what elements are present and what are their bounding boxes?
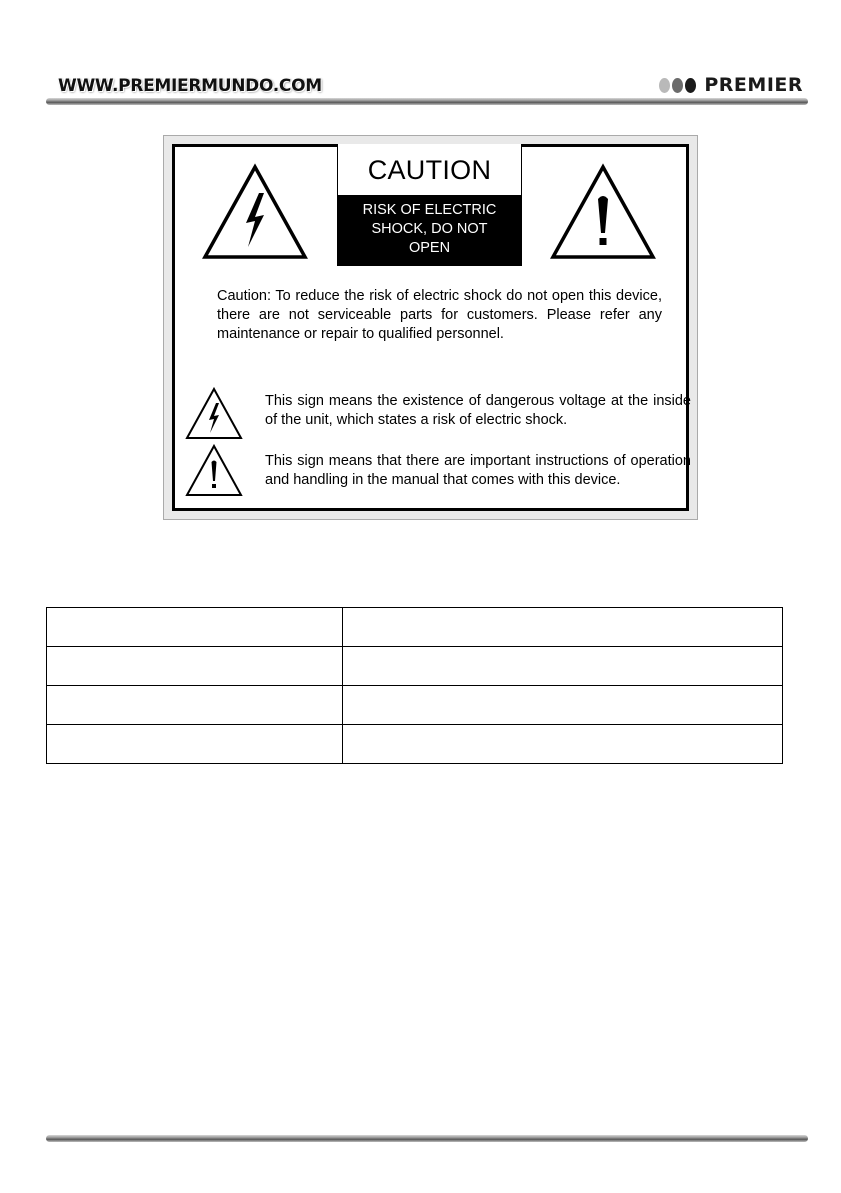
table-cell [343,686,783,725]
brand-dots-icon [659,78,698,93]
table-cell [47,647,343,686]
caution-label [172,144,689,511]
table-cell [343,608,783,647]
table-cell [343,725,783,764]
site-url: WWW.PREMIERMUNDO.COM [58,76,322,96]
table-cell [47,608,343,647]
exclamation-warning-icon [550,163,656,261]
caution-subtitle-line: RISK OF ELECTRIC [362,202,497,218]
caution-subtitle-line: SHOCK, DO NOT [371,221,488,237]
sign-text: This sign means the existence of dangerous voltage at the inside of the unit, which states a risk of electric shock. [265,393,691,428]
table-cell [47,686,343,725]
caution-label-panel [163,135,698,520]
table-row [47,686,783,725]
caution-box [337,144,522,266]
header-rule [46,98,808,105]
table-row [47,608,783,647]
footer-rule [46,1135,808,1142]
caution-text: Caution: To reduce the risk of electric shock do not open this device, there are not serviceable parts for customers. Please refer any maintenance or repair to qualified personnel. [217,288,662,342]
exclamation-warning-icon [184,443,244,498]
brand-name: PREMIER [704,74,803,96]
table-row [47,725,783,764]
table-row [47,647,783,686]
caution-subtitle-line: OPEN [408,240,451,256]
caution-title: CAUTION [338,144,521,195]
lightning-bolt-warning-icon [202,163,308,261]
spec-table [46,607,783,764]
brand-logo [659,74,803,96]
lightning-bolt-warning-icon [184,386,244,441]
table-cell [343,647,783,686]
table-cell [47,725,343,764]
sign-text: This sign means that there are important instructions of operation and handling in the manual that comes with this device. [265,453,691,488]
caution-subtitle [338,195,521,265]
